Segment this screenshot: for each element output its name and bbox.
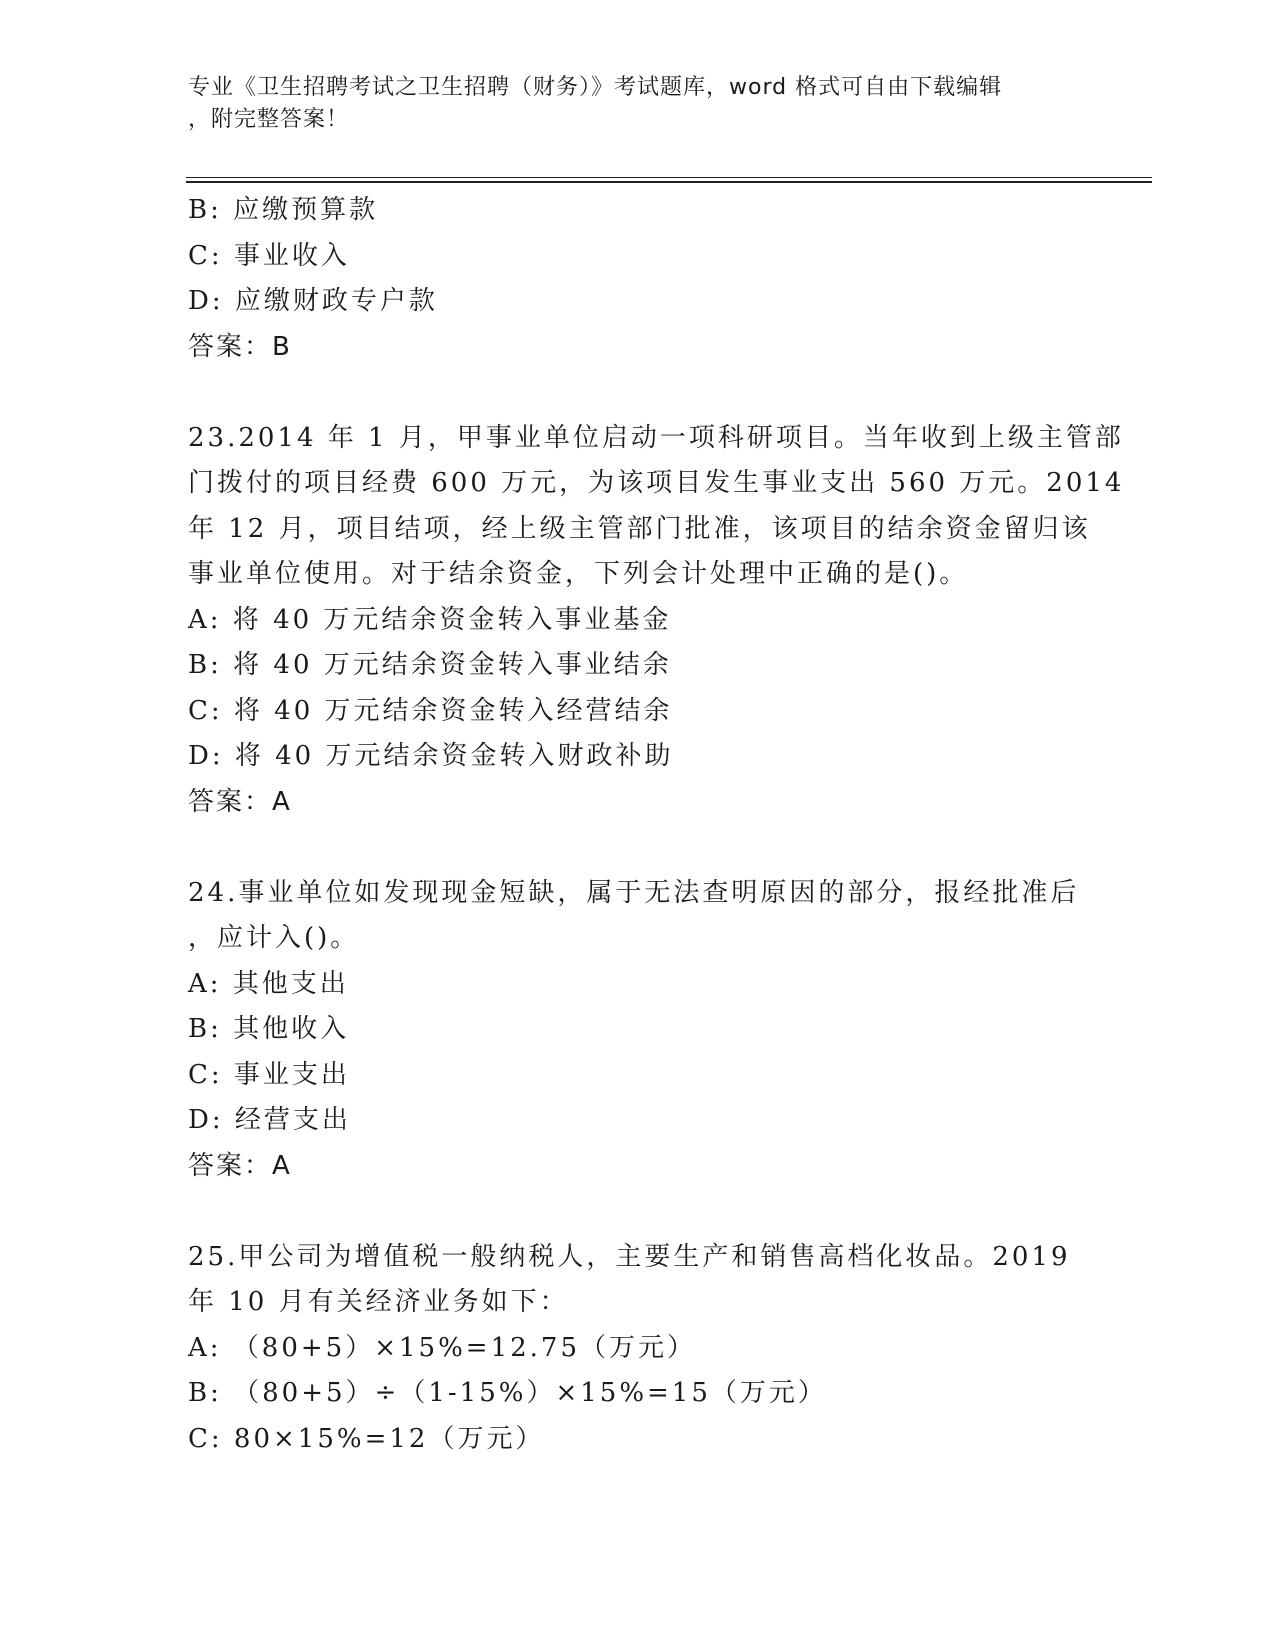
answer: 答案：A: [188, 1150, 292, 1181]
option-b: B: 应缴预算款: [188, 195, 379, 225]
option-b: B: 将 40 万元结余资金转入事业结余: [188, 650, 672, 680]
question-24: [188, 871, 1088, 1190]
answer: 答案：A: [188, 786, 292, 817]
option-d: D: 经营支出: [188, 1105, 351, 1135]
header-line-1: 专业《卫生招聘考试之卫生招聘（财务）》考试题库，word 格式可自由下载编辑: [188, 75, 1003, 100]
question-stem-line: 事业单位使用。对于结余资金，下列会计处理中正确的是()。: [188, 559, 969, 589]
header-rule-thin: [186, 177, 1152, 178]
option-b: B: 其他收入: [188, 1014, 350, 1044]
question-stem-line: 25.甲公司为增值税一般纳税人，主要生产和销售高档化妆品。2019: [188, 1241, 1071, 1272]
question-stem-line: 年 10 月有关经济业务如下：: [188, 1287, 569, 1317]
option-d: D: 应缴财政专户款: [188, 286, 438, 316]
option-c: C: 将 40 万元结余资金转入经营结余: [188, 695, 673, 726]
spacer: [188, 370, 1088, 416]
option-c: C: 80×15%=12（万元）: [188, 1423, 545, 1454]
question-22-tail: [188, 188, 1088, 370]
header-rule-thick: [186, 181, 1152, 183]
option-c: C: 事业支出: [188, 1059, 350, 1090]
question-stem-line: 24.事业单位如发现现金短缺，属于无法查明原因的部分，报经批准后: [188, 877, 1080, 908]
option-a: A: 其他支出: [188, 968, 349, 999]
question-23: [188, 416, 1125, 826]
option-c: C: 事业收入: [188, 240, 350, 271]
question-content: [188, 188, 1125, 1462]
question-stem-line: 年 12 月，项目结项，经上级主管部门批准，该项目的结余资金留归该: [188, 513, 1091, 544]
spacer: [188, 1189, 1088, 1235]
question-stem-line: 23.2014 年 1 月，甲事业单位启动一项科研项目。当年收到上级主管部: [188, 422, 1124, 453]
answer: 答案：B: [188, 331, 292, 362]
spacer: [188, 825, 1088, 871]
option-d: D: 将 40 万元结余资金转入财政补助: [188, 741, 674, 771]
option-b: B: （80+5）÷（1-15%）×15%=15（万元）: [188, 1378, 827, 1408]
option-a: A: 将 40 万元结余资金转入事业基金: [188, 604, 672, 635]
document-header: [188, 72, 1088, 136]
option-a: A: （80+5）×15%=12.75（万元）: [188, 1332, 697, 1363]
question-25: [188, 1235, 1088, 1463]
question-stem-line: 门拨付的项目经费 600 万元，为该项目发生事业支出 560 万元。2014: [188, 468, 1125, 498]
header-line-2: ，附完整答案！: [188, 107, 350, 132]
question-stem-line: ，应计入()。: [188, 923, 360, 953]
